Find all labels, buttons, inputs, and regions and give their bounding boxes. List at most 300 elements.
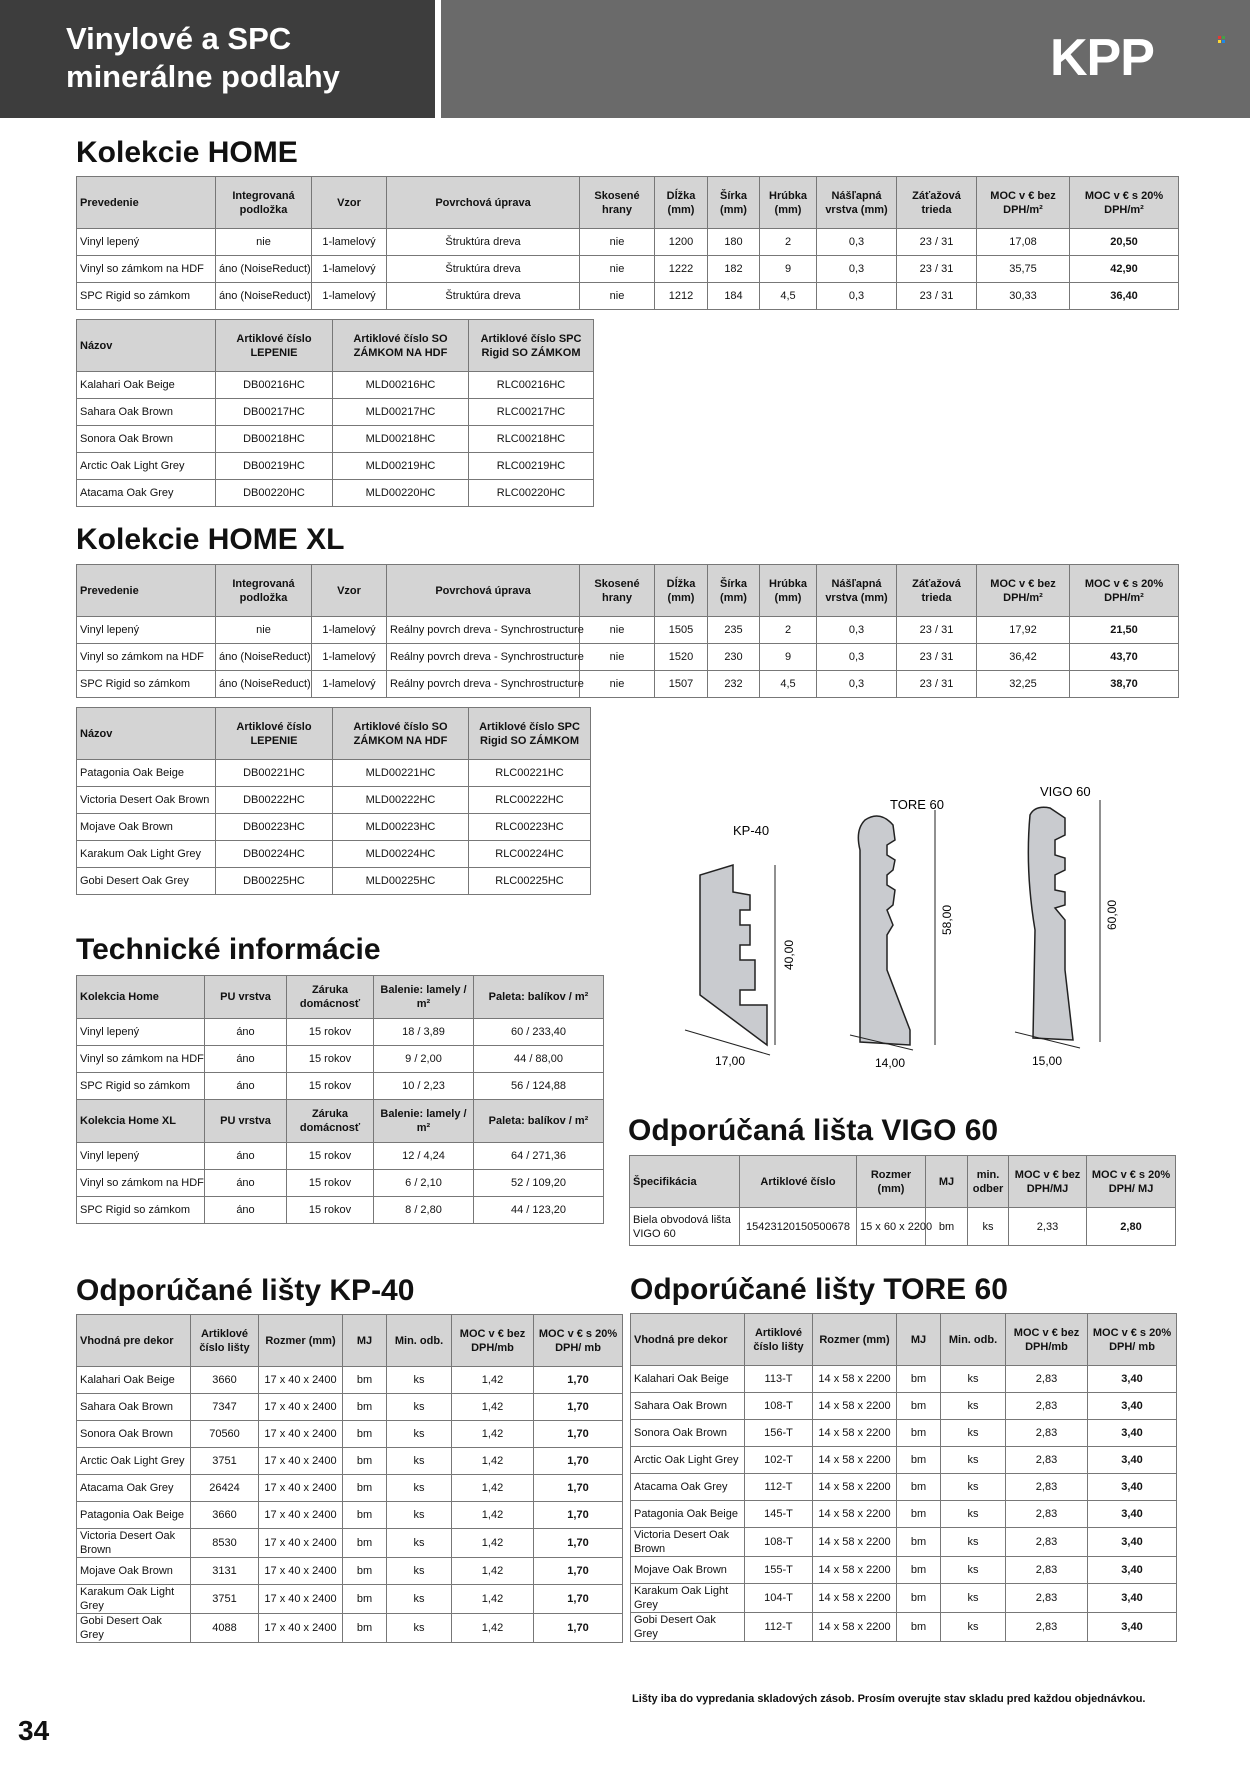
table-cell: 8530 — [191, 1529, 259, 1558]
table-cell: Mojave Oak Brown — [77, 1558, 191, 1585]
table-cell: 184 — [708, 283, 760, 310]
table-cell: 4,5 — [760, 671, 817, 698]
table-cell: Kalahari Oak Beige — [77, 372, 216, 399]
column-header: Paleta: balíkov / m² — [474, 976, 604, 1019]
table-cell: 1,42 — [452, 1585, 534, 1614]
table-cell: 17 x 40 x 2400 — [259, 1614, 343, 1643]
table-cell: 180 — [708, 229, 760, 256]
column-header: Paleta: balíkov / m² — [474, 1100, 604, 1143]
table-cell: 1200 — [655, 229, 708, 256]
table-cell: Vinyl lepený — [77, 617, 216, 644]
table-cell: RLC00221HC — [469, 760, 591, 787]
table-cell: ks — [968, 1208, 1009, 1246]
table-cell: 2,83 — [1006, 1393, 1088, 1420]
tech-title: Technické informácie — [76, 933, 381, 966]
column-header: Šírka (mm) — [708, 177, 760, 229]
table-cell: bm — [343, 1529, 387, 1558]
table-cell: MLD00216HC — [333, 372, 469, 399]
table-cell: 1507 — [655, 671, 708, 698]
table-cell: Gobi Desert Oak Grey — [77, 1614, 191, 1643]
table-cell: 3,40 — [1088, 1366, 1177, 1393]
table-cell: RLC00222HC — [469, 787, 591, 814]
table-cell: 17 x 40 x 2400 — [259, 1367, 343, 1394]
table-cell: Vinyl lepený — [77, 229, 216, 256]
column-header: Artiklové číslo — [740, 1156, 857, 1208]
table-cell: 1,70 — [534, 1394, 623, 1421]
table-row — [77, 229, 1179, 256]
table-cell: Sahara Oak Brown — [77, 1394, 191, 1421]
table-row — [631, 1366, 1177, 1393]
table-cell: áno — [205, 1197, 287, 1224]
table-cell: RLC00223HC — [469, 814, 591, 841]
table-cell: 14 x 58 x 2200 — [813, 1557, 897, 1584]
table-cell: bm — [897, 1584, 941, 1613]
table-cell: Vinyl so zámkom na HDF — [77, 256, 216, 283]
table-cell: 3,40 — [1088, 1393, 1177, 1420]
table-cell: 112-T — [745, 1474, 813, 1501]
table-cell: SPC Rigid so zámkom — [77, 1197, 205, 1224]
table-cell: 20,50 — [1070, 229, 1179, 256]
table-cell: 3,40 — [1088, 1447, 1177, 1474]
table-cell: 2,80 — [1087, 1208, 1176, 1246]
table-cell: ks — [941, 1474, 1006, 1501]
table-cell: ks — [941, 1613, 1006, 1642]
table-cell: áno — [205, 1170, 287, 1197]
kp40-table — [76, 1314, 623, 1643]
table-cell: bm — [343, 1558, 387, 1585]
table-cell: Gobi Desert Oak Grey — [77, 868, 216, 895]
table-cell: 155-T — [745, 1557, 813, 1584]
table-cell: 2,83 — [1006, 1528, 1088, 1557]
column-header: MOC v € bez DPH/m² — [977, 177, 1070, 229]
table-cell: Vinyl lepený — [77, 1143, 205, 1170]
table-cell: DB00218HC — [216, 426, 333, 453]
home-spec-table — [76, 176, 1179, 310]
column-header: Prevedenie — [77, 565, 216, 617]
table-cell: DB00220HC — [216, 480, 333, 507]
table-row — [77, 1046, 604, 1073]
table-cell: ks — [941, 1584, 1006, 1613]
table-row — [77, 1502, 623, 1529]
table-cell: 15 rokov — [287, 1046, 374, 1073]
homexl-title: Kolekcie HOME XL — [76, 523, 345, 556]
table-cell: 230 — [708, 644, 760, 671]
table-row — [631, 1474, 1177, 1501]
table-cell: Arctic Oak Light Grey — [631, 1447, 745, 1474]
column-header: Kolekcia Home — [77, 976, 205, 1019]
table-cell: 3131 — [191, 1558, 259, 1585]
table-cell: bm — [343, 1394, 387, 1421]
table-cell: 1,42 — [452, 1475, 534, 1502]
table-cell: Vinyl so zámkom na HDF — [77, 1170, 205, 1197]
table-cell: DB00216HC — [216, 372, 333, 399]
table-cell: Sonora Oak Brown — [77, 426, 216, 453]
table-cell: SPC Rigid so zámkom — [77, 1073, 205, 1100]
table-cell: 2,83 — [1006, 1420, 1088, 1447]
table-cell: ks — [941, 1393, 1006, 1420]
table-cell: 1,70 — [534, 1585, 623, 1614]
table-cell: 1-lamelový — [312, 671, 387, 698]
logo-dots-icon — [1218, 36, 1226, 44]
table-cell: 235 — [708, 617, 760, 644]
table-cell: 15 rokov — [287, 1170, 374, 1197]
table-cell: ks — [941, 1557, 1006, 1584]
table-row — [631, 1584, 1177, 1613]
table-cell: RLC00224HC — [469, 841, 591, 868]
table-cell: MLD00217HC — [333, 399, 469, 426]
table-cell: áno — [205, 1073, 287, 1100]
table-cell: 23 / 31 — [897, 256, 977, 283]
column-header: Integrovaná podložka — [216, 177, 312, 229]
table-cell: 1,70 — [534, 1502, 623, 1529]
kp40-profile-shape — [700, 865, 767, 1045]
table-cell: 3751 — [191, 1585, 259, 1614]
table-cell: 52 / 109,20 — [474, 1170, 604, 1197]
table-cell: áno (NoiseReduct) — [216, 283, 312, 310]
table-cell: 1,70 — [534, 1558, 623, 1585]
table-cell: RLC00220HC — [469, 480, 594, 507]
table-cell: 21,50 — [1070, 617, 1179, 644]
table-cell: 108-T — [745, 1393, 813, 1420]
table-cell: MLD00222HC — [333, 787, 469, 814]
table-cell: 1-lamelový — [312, 256, 387, 283]
table-cell: Sonora Oak Brown — [77, 1421, 191, 1448]
table-cell: Atacama Oak Grey — [77, 480, 216, 507]
table-cell: 44 / 88,00 — [474, 1046, 604, 1073]
table-cell: Kalahari Oak Beige — [631, 1366, 745, 1393]
table-cell: 15 x 60 x 2200 — [857, 1208, 926, 1246]
table-cell: 2 — [760, 229, 817, 256]
table-cell: MLD00224HC — [333, 841, 469, 868]
vigo-table — [629, 1155, 1176, 1246]
table-cell: 0,3 — [817, 256, 897, 283]
table-cell: 15 rokov — [287, 1197, 374, 1224]
homexl-article-table — [76, 707, 591, 895]
table-cell: bm — [343, 1367, 387, 1394]
column-header: Záťažová trieda — [897, 177, 977, 229]
table-row — [77, 1073, 604, 1100]
table-cell: nie — [580, 617, 655, 644]
column-header: min. odber — [968, 1156, 1009, 1208]
table-cell: Reálny povrch dreva - Synchrostructure — [387, 617, 580, 644]
table-cell: 43,70 — [1070, 644, 1179, 671]
table-cell: Mojave Oak Brown — [631, 1557, 745, 1584]
column-header: Rozmer (mm) — [857, 1156, 926, 1208]
table-cell: 14 x 58 x 2200 — [813, 1474, 897, 1501]
table-row — [77, 1475, 623, 1502]
tore-table — [630, 1313, 1177, 1642]
table-row — [631, 1501, 1177, 1528]
table-cell: 1,70 — [534, 1475, 623, 1502]
table-row — [77, 283, 1179, 310]
column-header: Dĺžka (mm) — [655, 177, 708, 229]
table-cell: Biela obvodová lišta VIGO 60 — [630, 1208, 740, 1246]
table-cell: Štruktúra dreva — [387, 283, 580, 310]
column-header: PU vrstva — [205, 1100, 287, 1143]
table-cell: 17 x 40 x 2400 — [259, 1448, 343, 1475]
table-cell: 60 / 233,40 — [474, 1019, 604, 1046]
table-cell: 17 x 40 x 2400 — [259, 1502, 343, 1529]
table-cell: ks — [387, 1448, 452, 1475]
table-cell: DB00219HC — [216, 453, 333, 480]
table-cell: RLC00216HC — [469, 372, 594, 399]
tech-table — [76, 975, 604, 1224]
table-cell: nie — [216, 229, 312, 256]
table-cell: 56 / 124,88 — [474, 1073, 604, 1100]
column-header: Artiklové číslo LEPENIE — [216, 320, 333, 372]
tore-title: Odporúčané lišty TORE 60 — [630, 1273, 1008, 1306]
table-cell: áno (NoiseReduct) — [216, 644, 312, 671]
table-cell: 2,33 — [1009, 1208, 1087, 1246]
table-cell: 14 x 58 x 2200 — [813, 1393, 897, 1420]
table-cell: 232 — [708, 671, 760, 698]
kp40-title: Odporúčané lišty KP-40 — [76, 1274, 415, 1307]
table-cell: áno — [205, 1019, 287, 1046]
table-cell: Štruktúra dreva — [387, 256, 580, 283]
table-cell: 9 — [760, 644, 817, 671]
table-cell: 3660 — [191, 1502, 259, 1529]
table-cell: 7347 — [191, 1394, 259, 1421]
table-cell: 64 / 271,36 — [474, 1143, 604, 1170]
table-cell: bm — [897, 1447, 941, 1474]
table-cell: Sahara Oak Brown — [77, 399, 216, 426]
table-row — [77, 256, 1179, 283]
column-header: Názov — [77, 320, 216, 372]
column-header: Rozmer (mm) — [259, 1315, 343, 1367]
table-cell: bm — [897, 1613, 941, 1642]
kpp-logo: KPP — [1050, 29, 1154, 87]
table-cell: nie — [580, 283, 655, 310]
table-cell: 8 / 2,80 — [374, 1197, 474, 1224]
column-header: Min. odb. — [387, 1315, 452, 1367]
column-header: Povrchová úprava — [387, 565, 580, 617]
tore60-height-label: 58,00 — [940, 904, 954, 935]
table-row — [77, 1019, 604, 1046]
column-header: PU vrstva — [205, 976, 287, 1019]
kp40-profile-label: KP-40 — [733, 823, 770, 838]
table-row — [77, 617, 1179, 644]
page-title — [66, 20, 340, 96]
column-header: Skosené hrany — [580, 565, 655, 617]
table-cell: 2,83 — [1006, 1366, 1088, 1393]
page-title-line1: Vinylové a SPC — [66, 21, 292, 56]
table-cell: 156-T — [745, 1420, 813, 1447]
vigo60-profile-shape — [1028, 807, 1073, 1040]
table-row — [631, 1420, 1177, 1447]
table-cell: 1-lamelový — [312, 229, 387, 256]
table-row — [77, 841, 591, 868]
column-header: Šírka (mm) — [708, 565, 760, 617]
column-header: MJ — [343, 1315, 387, 1367]
table-cell: bm — [897, 1366, 941, 1393]
column-header: Nášľapná vrstva (mm) — [817, 177, 897, 229]
table-cell: 14 x 58 x 2200 — [813, 1366, 897, 1393]
table-cell: 14 x 58 x 2200 — [813, 1447, 897, 1474]
table-cell: 9 / 2,00 — [374, 1046, 474, 1073]
table-cell: Victoria Desert Oak Brown — [631, 1528, 745, 1557]
table-cell: 1-lamelový — [312, 617, 387, 644]
table-row — [77, 1367, 623, 1394]
tore60-width-label: 14,00 — [875, 1056, 906, 1070]
vigo60-profile-label: VIGO 60 — [1040, 784, 1091, 799]
table-cell: 0,3 — [817, 671, 897, 698]
table-cell: ks — [941, 1447, 1006, 1474]
table-cell: 17 x 40 x 2400 — [259, 1475, 343, 1502]
table-cell: bm — [897, 1501, 941, 1528]
table-cell: 3,40 — [1088, 1613, 1177, 1642]
table-cell: Reálny povrch dreva - Synchrostructure — [387, 644, 580, 671]
table-cell: 23 / 31 — [897, 671, 977, 698]
table-cell: 23 / 31 — [897, 617, 977, 644]
table-row — [77, 1394, 623, 1421]
table-cell: bm — [897, 1393, 941, 1420]
column-header: Rozmer (mm) — [813, 1314, 897, 1366]
column-header: MOC v € bez DPH/m² — [977, 565, 1070, 617]
table-cell: 3,40 — [1088, 1528, 1177, 1557]
table-cell: 1,70 — [534, 1529, 623, 1558]
table-cell: Sonora Oak Brown — [631, 1420, 745, 1447]
table-cell: 1,70 — [534, 1421, 623, 1448]
table-cell: Vinyl so zámkom na HDF — [77, 1046, 205, 1073]
column-header: MOC v € s 20% DPH/m² — [1070, 565, 1179, 617]
table-cell: MLD00220HC — [333, 480, 469, 507]
table-cell: RLC00219HC — [469, 453, 594, 480]
table-row — [631, 1393, 1177, 1420]
column-header: Artiklové číslo lišty — [745, 1314, 813, 1366]
table-cell: 1520 — [655, 644, 708, 671]
column-header: Artiklové číslo LEPENIE — [216, 708, 333, 760]
table-cell: Karakum Oak Light Grey — [77, 1585, 191, 1614]
table-cell: 1,42 — [452, 1421, 534, 1448]
table-row — [77, 868, 591, 895]
column-header: Skosené hrany — [580, 177, 655, 229]
table-cell: 32,25 — [977, 671, 1070, 698]
table-cell: MLD00218HC — [333, 426, 469, 453]
table-cell: 0,3 — [817, 283, 897, 310]
table-cell: 17 x 40 x 2400 — [259, 1585, 343, 1614]
table-cell: bm — [343, 1614, 387, 1643]
column-header: Názov — [77, 708, 216, 760]
table-cell: RLC00218HC — [469, 426, 594, 453]
table-cell: 102-T — [745, 1447, 813, 1474]
tore60-profile-label: TORE 60 — [890, 797, 944, 812]
table-cell: 35,75 — [977, 256, 1070, 283]
table-cell: 1,70 — [534, 1448, 623, 1475]
column-header: Vhodná pre dekor — [631, 1314, 745, 1366]
table-cell: nie — [580, 671, 655, 698]
table-cell: 3751 — [191, 1448, 259, 1475]
column-header: Záťažová trieda — [897, 565, 977, 617]
table-cell: 18 / 3,89 — [374, 1019, 474, 1046]
homexl-spec-table — [76, 564, 1179, 698]
table-cell: bm — [343, 1475, 387, 1502]
table-cell: nie — [580, 229, 655, 256]
table-cell: 3,40 — [1088, 1420, 1177, 1447]
table-cell: 17 x 40 x 2400 — [259, 1529, 343, 1558]
table-cell: 145-T — [745, 1501, 813, 1528]
table-cell: 3,40 — [1088, 1584, 1177, 1613]
table-cell: bm — [343, 1421, 387, 1448]
table-cell: RLC00225HC — [469, 868, 591, 895]
table-row — [77, 671, 1179, 698]
table-cell: 14 x 58 x 2200 — [813, 1420, 897, 1447]
table-cell: DB00223HC — [216, 814, 333, 841]
table-cell: 30,33 — [977, 283, 1070, 310]
table-cell: Kalahari Oak Beige — [77, 1367, 191, 1394]
table-cell: 2,83 — [1006, 1613, 1088, 1642]
table-row — [77, 1197, 604, 1224]
table-cell: 2,83 — [1006, 1557, 1088, 1584]
table-cell: DB00224HC — [216, 841, 333, 868]
table-row — [77, 1421, 623, 1448]
table-cell: 1,42 — [452, 1529, 534, 1558]
table-row — [631, 1613, 1177, 1642]
column-header: Prevedenie — [77, 177, 216, 229]
table-cell: 4,5 — [760, 283, 817, 310]
table-cell: 1,42 — [452, 1614, 534, 1643]
table-cell: 1,42 — [452, 1502, 534, 1529]
table-cell: 36,40 — [1070, 283, 1179, 310]
table-cell: áno — [205, 1046, 287, 1073]
table-row — [77, 760, 591, 787]
table-cell: 17,92 — [977, 617, 1070, 644]
table-cell: 2,83 — [1006, 1447, 1088, 1474]
table-cell: 36,42 — [977, 644, 1070, 671]
column-header: Hrúbka (mm) — [760, 565, 817, 617]
table-cell: ks — [941, 1366, 1006, 1393]
table-cell: DB00225HC — [216, 868, 333, 895]
table-cell: 2 — [760, 617, 817, 644]
table-row — [77, 814, 591, 841]
table-cell: áno (NoiseReduct) — [216, 256, 312, 283]
table-cell: 182 — [708, 256, 760, 283]
table-cell: Reálny povrch dreva - Synchrostructure — [387, 671, 580, 698]
table-cell: Karakum Oak Light Grey — [631, 1584, 745, 1613]
table-row — [77, 1448, 623, 1475]
table-cell: Patagonia Oak Beige — [77, 760, 216, 787]
table-cell: Atacama Oak Grey — [77, 1475, 191, 1502]
table-cell: 1,42 — [452, 1367, 534, 1394]
table-cell: 3,40 — [1088, 1501, 1177, 1528]
table-cell: 17,08 — [977, 229, 1070, 256]
table-cell: 1,42 — [452, 1448, 534, 1475]
table-cell: Arctic Oak Light Grey — [77, 453, 216, 480]
column-header: MJ — [926, 1156, 968, 1208]
table-row — [77, 453, 594, 480]
table-cell: Victoria Desert Oak Brown — [77, 1529, 191, 1558]
table-cell: MLD00225HC — [333, 868, 469, 895]
table-row — [77, 1585, 623, 1614]
column-header: Nášľapná vrstva (mm) — [817, 565, 897, 617]
table-cell: 15 rokov — [287, 1143, 374, 1170]
table-row — [77, 372, 594, 399]
page-title-line2: minerálne podlahy — [66, 59, 340, 94]
table-cell: 108-T — [745, 1528, 813, 1557]
table-row — [77, 1143, 604, 1170]
table-cell: 26424 — [191, 1475, 259, 1502]
table-cell: ks — [941, 1420, 1006, 1447]
table-cell: 2,83 — [1006, 1584, 1088, 1613]
table-cell: bm — [897, 1528, 941, 1557]
vigo-title: Odporúčaná lišta VIGO 60 — [628, 1114, 999, 1147]
table-cell: 23 / 31 — [897, 644, 977, 671]
table-cell: 9 — [760, 256, 817, 283]
table-row — [77, 1558, 623, 1585]
table-cell: Gobi Desert Oak Grey — [631, 1613, 745, 1642]
table-cell: 0,3 — [817, 644, 897, 671]
table-cell: 70560 — [191, 1421, 259, 1448]
table-cell: DB00222HC — [216, 787, 333, 814]
